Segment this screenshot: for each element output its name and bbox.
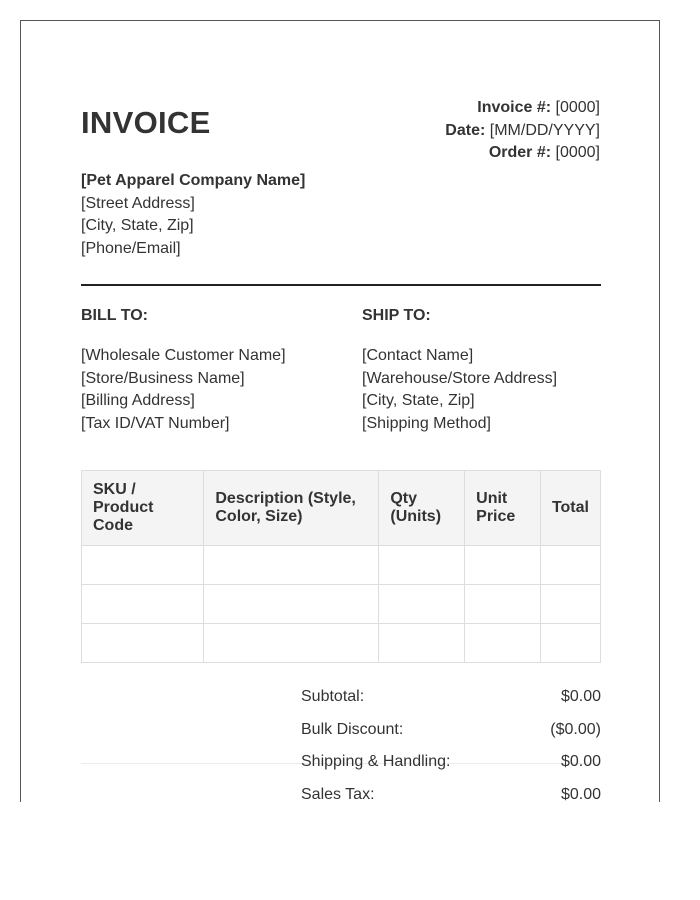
sales-tax-row: [301, 784, 601, 803]
subtotal-row: [301, 686, 601, 719]
ship-to-line: [Contact Name]: [362, 347, 474, 364]
table-cell[interactable]: [379, 585, 465, 624]
bill-to-line: [Billing Address]: [81, 392, 195, 409]
sales-tax-value: $0.00: [560, 785, 601, 802]
bill-to-block: [81, 345, 286, 435]
table-cell[interactable]: [465, 585, 541, 624]
shipping-row: [301, 751, 601, 784]
column-header-sku: SKU / Product Code: [82, 471, 204, 546]
company-name: [Pet Apparel Company Name]: [81, 172, 306, 189]
company-street: [Street Address]: [81, 194, 195, 212]
invoice-number-value: [0000]: [555, 99, 600, 116]
ship-to-line: [Shipping Method]: [362, 414, 491, 432]
table-header-row: [82, 471, 601, 546]
shipping-label: Shipping & Handling:: [301, 753, 451, 770]
company-contact: [Phone/Email]: [81, 239, 181, 257]
bulk-discount-value: ($0.00): [550, 720, 601, 738]
table-cell[interactable]: [465, 546, 541, 585]
bulk-discount-label: Bulk Discount:: [301, 720, 404, 738]
ship-to-heading: SHIP TO:: [362, 307, 431, 324]
column-header-description: Description (Style, Color, Size): [204, 471, 379, 546]
order-number-label: Order #:: [488, 144, 552, 161]
ship-to-line: [Warehouse/Store Address]: [362, 369, 558, 387]
company-block: [81, 170, 305, 260]
table-cell[interactable]: [204, 546, 379, 585]
column-header-qty: Qty (Units): [379, 471, 465, 546]
invoice-date-row: [445, 120, 600, 143]
invoice-date-label: Date:: [445, 121, 486, 139]
invoice-meta: [445, 97, 600, 165]
bulk-discount-row: [301, 719, 601, 752]
table-cell[interactable]: [465, 624, 541, 663]
table-cell[interactable]: [540, 585, 600, 624]
ship-to-block: [362, 345, 557, 435]
bill-to-line: [Tax ID/VAT Number]: [81, 414, 230, 432]
table-cell[interactable]: [379, 546, 465, 585]
ship-to-line: [City, State, Zip]: [362, 392, 475, 409]
subtotal-value: $0.00: [560, 688, 601, 705]
order-number-value: [0000]: [555, 144, 600, 161]
table-cell[interactable]: [204, 624, 379, 663]
header-divider: [81, 284, 601, 286]
line-items-table: [81, 470, 601, 663]
totals-block: [301, 686, 601, 802]
invoice-number-row: [445, 97, 600, 120]
table-cell[interactable]: [540, 546, 600, 585]
bill-to-line: [Store/Business Name]: [81, 369, 245, 387]
table-row: [82, 546, 601, 585]
invoice-page: [20, 20, 660, 802]
shipping-value: $0.00: [560, 753, 601, 770]
invoice-number-label: Invoice #:: [477, 99, 552, 116]
company-city: [City, State, Zip]: [81, 217, 194, 234]
invoice-title: INVOICE: [81, 105, 211, 140]
order-number-row: [445, 142, 600, 165]
table-cell[interactable]: [379, 624, 465, 663]
table-row: [82, 624, 601, 663]
invoice-date-value: [MM/DD/YYYY]: [489, 121, 600, 139]
bill-to-heading: BILL TO:: [81, 307, 148, 324]
column-header-unit-price: Unit Price: [465, 471, 541, 546]
table-cell[interactable]: [540, 624, 600, 663]
table-cell[interactable]: [204, 585, 379, 624]
sales-tax-label: Sales Tax:: [301, 785, 375, 802]
subtotal-label: Subtotal:: [301, 688, 365, 705]
table-cell[interactable]: [82, 585, 204, 624]
column-header-total: Total: [540, 471, 600, 546]
bill-to-line: [Wholesale Customer Name]: [81, 347, 286, 364]
table-row: [82, 585, 601, 624]
table-cell[interactable]: [82, 546, 204, 585]
table-cell[interactable]: [82, 624, 204, 663]
